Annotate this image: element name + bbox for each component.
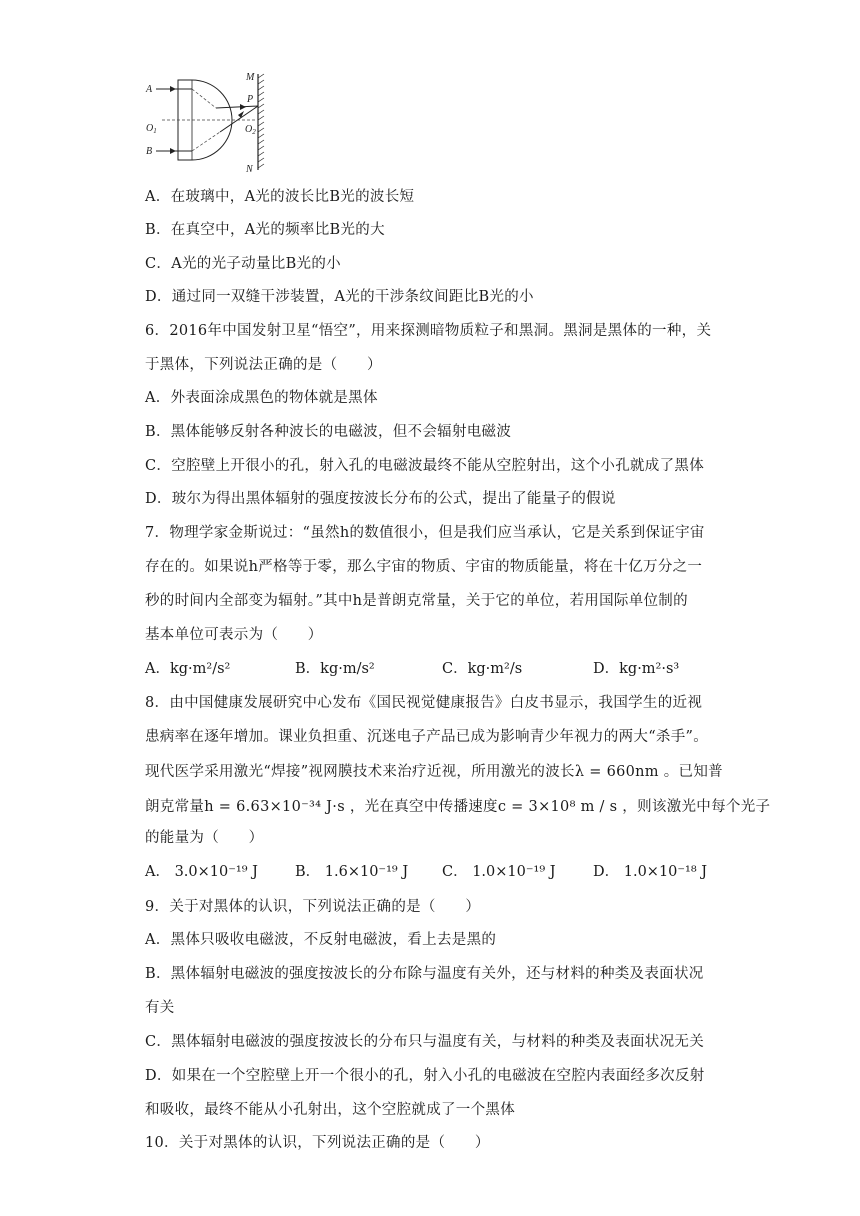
q6-stem-1: 6．2016年中国发射卫星“悟空”，用来探测暗物质粒子和黑洞。黑洞是黑体的一种，关 <box>145 323 712 339</box>
label-p: P <box>247 94 254 105</box>
q5-option-c: C．A光的光子动量比B光的小 <box>145 256 341 272</box>
q9-option-a: A．黑体只吸收电磁波，不反射电磁波，看上去是黑的 <box>145 932 497 948</box>
ray-b-arrow <box>170 148 176 154</box>
q7-option-d: D．kg·m²·s³ <box>593 661 680 677</box>
q9-stem: 9．关于对黑体的认识，下列说法正确的是（ ） <box>145 899 481 915</box>
ray-a-exit-arrow <box>240 104 246 110</box>
q7-stem-1: 7．物理学家金斯说过：“虽然h的数值很小，但是我们应当承认，它是关系到保证宇宙 <box>145 525 705 541</box>
q9-option-c: C．黑体辐射电磁波的强度按波长的分布只与温度有关，与材料的种类及表面状况无关 <box>145 1034 704 1050</box>
q7-stem-3: 秒的时间内全部变为辐射。”其中h是普朗克常量，关于它的单位，若用国际单位制的 <box>145 593 688 609</box>
optics-figure <box>140 68 270 176</box>
q6-option-a: A．外表面涂成黑色的物体就是黑体 <box>145 390 378 406</box>
ray-a-internal <box>192 89 216 108</box>
q8-stem-5: 的能量为（ ） <box>145 830 264 846</box>
q8-option-c: C． 1.0×10⁻¹⁹ J <box>442 864 556 880</box>
ray-a-exit <box>216 106 258 108</box>
q9-option-b-line-2: 有关 <box>145 1000 175 1016</box>
q6-option-d: D．玻尔为得出黑体辐射的强度按波长分布的公式，提出了能量子的假说 <box>145 491 616 507</box>
ray-a-arrow <box>170 86 176 92</box>
q8-stem-4: 朗克常量h = 6.63×10⁻³⁴ J·s ，光在真空中传播速度c = 3×10⁸ m / s ，则该激光中每个光子 <box>145 799 771 815</box>
q8-option-a: A． 3.0×10⁻¹⁹ J <box>145 864 258 880</box>
q5-option-a: A．在玻璃中，A光的波长比B光的波长短 <box>145 189 415 205</box>
ray-b-internal <box>192 132 220 151</box>
q10-stem: 10．关于对黑体的认识，下列说法正确的是（ ） <box>145 1135 490 1151</box>
q9-option-d-line-2: 和吸收，最终不能从小孔射出，这个空腔就成了一个黑体 <box>145 1102 515 1118</box>
q8-stem-3: 现代医学采用激光“焊接”视网膜技术来治疗近视，所用激光的波长λ = 660nm 。已知普 <box>145 764 723 780</box>
q5-option-b: B．在真空中，A光的频率比B光的大 <box>145 222 385 238</box>
q7-stem-4: 基本单位可表示为（ ） <box>145 627 323 643</box>
label-a: A <box>146 84 153 95</box>
label-n: N <box>246 164 253 175</box>
q7-option-a: A．kg·m²/s² <box>145 661 231 677</box>
label-o2: $O_2$ <box>245 124 256 136</box>
q7-stem-2: 存在的。如果说h严格等于零，那么宇宙的物质、宇宙的物质能量，将在十亿万分之一 <box>145 559 703 575</box>
q8-option-d: D． 1.0×10⁻¹⁸ J <box>593 864 708 880</box>
q9-option-b-line-1: B．黑体辐射电磁波的强度按波长的分布除与温度有关外，还与材料的种类及表面状况 <box>145 966 704 982</box>
q6-stem-2: 于黑体，下列说法正确的是（ ） <box>145 357 382 373</box>
q8-stem-1: 8．由中国健康发展研究中心发布《国民视觉健康报告》白皮书显示，我国学生的近视 <box>145 695 703 711</box>
label-o1: $O_1$ <box>146 123 157 135</box>
q6-option-c: C．空腔壁上开很小的孔，射入孔的电磁波最终不能从空腔射出，这个小孔就成了黑体 <box>145 458 704 474</box>
q6-option-b: B．黑体能够反射各种波长的电磁波，但不会辐射电磁波 <box>145 424 512 440</box>
q7-option-b: B．kg·m/s² <box>295 661 375 677</box>
q7-option-c: C．kg·m²/s <box>442 661 523 677</box>
q8-option-b: B． 1.6×10⁻¹⁹ J <box>295 864 409 880</box>
mirror-hatching <box>258 74 264 168</box>
q9-option-d-line-1: D．如果在一个空腔壁上开一个很小的孔，射入小孔的电磁波在空腔内表面经多次反射 <box>145 1068 705 1084</box>
q5-option-d: D．通过同一双缝干涉装置，A光的干涉条纹间距比B光的小 <box>145 289 534 305</box>
q8-stem-2: 患病率在逐年增加。课业负担重、沉迷电子产品已成为影响青少年视力的两大“杀手”。 <box>145 729 709 745</box>
label-b: B <box>146 146 153 157</box>
label-m: M <box>246 72 255 83</box>
ray-b-exit-arrow <box>238 111 244 118</box>
